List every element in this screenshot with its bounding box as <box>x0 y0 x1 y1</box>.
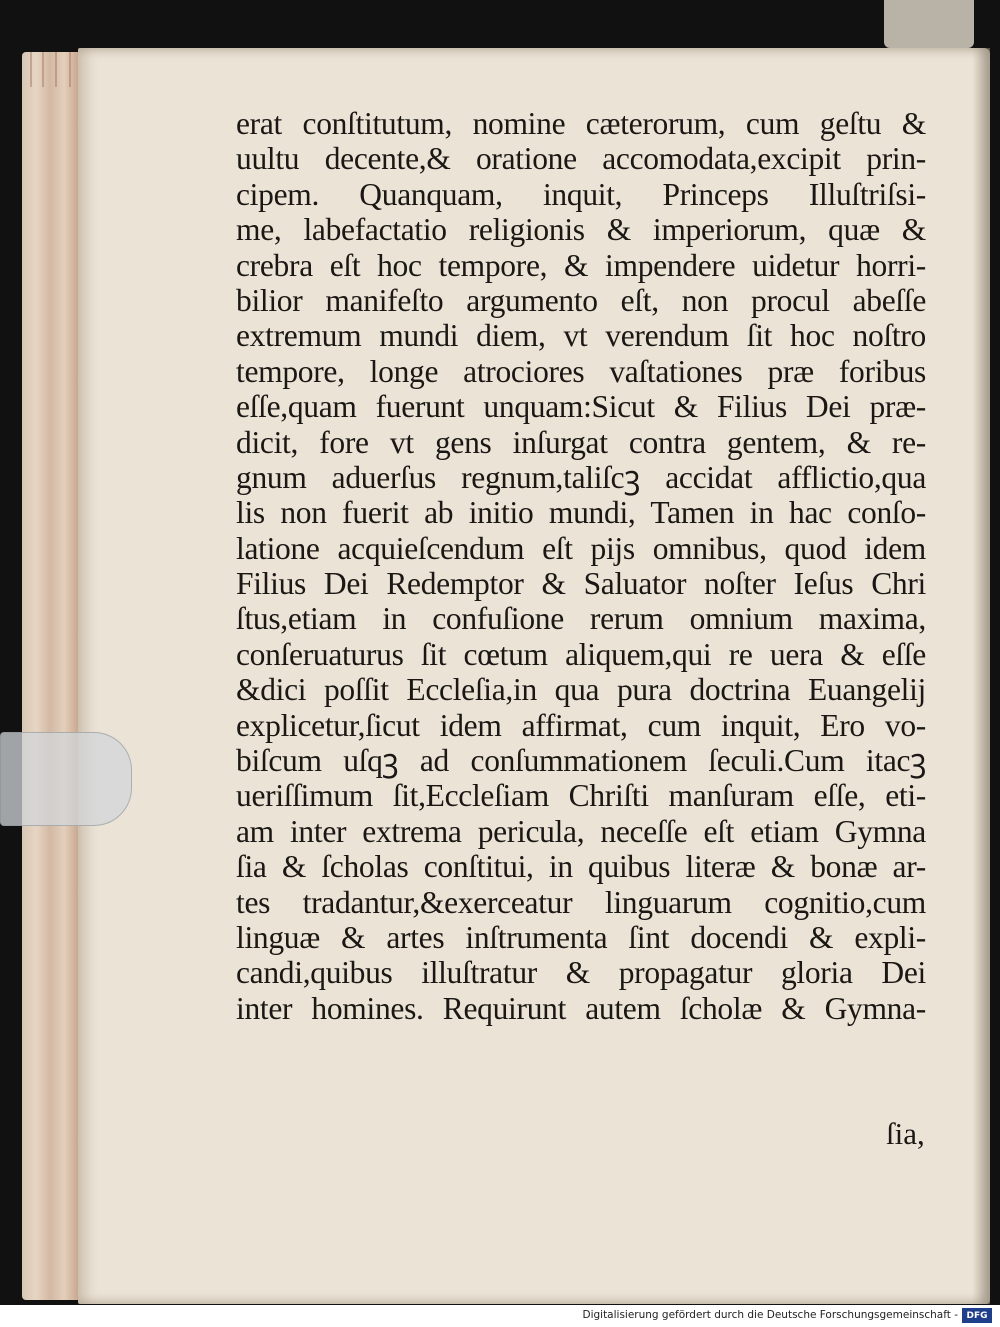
text-line: me, labefactatio religionis & imperiorum, quæ & <box>236 212 926 248</box>
text-line: eſſe,quam fuerunt unquam:Sicut & Filius Dei præ- <box>236 389 926 425</box>
text-line: uultu decente,& oratione accomodata,excipit prin- <box>236 141 926 177</box>
text-line: linguæ & artes inſtrumenta ſint docendi & expli- <box>236 919 926 955</box>
text-line: inter homines. Requirunt autem ſcholæ & Gymna- <box>236 990 926 1026</box>
text-line: am inter extrema pericula, neceſſe eſt etiam Gymna <box>236 813 926 849</box>
text-line: ſtus,etiam in confuſione rerum omnium maxima, <box>236 601 926 637</box>
funding-credit: Digitalisierung gefördert durch die Deutsche Forschungsgemeinschaft - <box>582 1309 958 1321</box>
text-line: conſeruaturus ſit cœtum aliquem,qui re uera & eſſe <box>236 636 926 672</box>
dfg-logo: DFG <box>962 1308 992 1323</box>
text-line: dicit, fore vt gens inſurgat contra gentem, & re- <box>236 424 926 460</box>
text-line: extremum mundi diem, vt verendum ſit hoc noſtro <box>236 318 926 354</box>
text-line: tempore, longe atrociores vaſtationes præ foribus <box>236 353 926 389</box>
page-clip <box>884 0 974 48</box>
text-line: latione acquieſcendum eſt pijs omnibus, quod idem <box>236 530 926 566</box>
text-line: Filius Dei Redemptor & Saluator noſter Ieſus Chri <box>236 566 926 602</box>
catchword: ſia, <box>886 1116 925 1151</box>
text-line: explicetur,ſicut idem affirmat, cum inquit, Ero vo- <box>236 707 926 743</box>
text-line: candi,quibus illuſtratur & propagatur gloria Dei <box>236 955 926 991</box>
text-line: ueriſſimum ſit,Eccleſiam Chriſti manſuram eſſe, eti- <box>236 778 926 814</box>
text-line: tes tradantur,&exerceatur linguarum cognitio,cum <box>236 884 926 920</box>
text-line: ſia & ſcholas conſtitui, in quibus literæ & bonæ ar- <box>236 849 926 885</box>
text-line: &dici poſſit Eccleſia,in qua pura doctrina Euangelij <box>236 672 926 708</box>
archival-tape <box>0 732 132 826</box>
page-text <box>236 106 926 1026</box>
footer-bar <box>0 1305 1000 1327</box>
text-line: biſcum uſqꝫ ad conſummationem ſeculi.Cum itacꝫ <box>236 743 926 779</box>
text-line: cipem. Quanquam, inquit, Princeps Illuſtriſsi- <box>236 176 926 212</box>
text-line: bilior manifeſto argumento eſt, non procul abeſſe <box>236 282 926 318</box>
text-line: lis non fuerit ab initio mundi, Tamen in hac conſo- <box>236 495 926 531</box>
text-line: erat conſtitutum, nomine cæterorum, cum geſtu & <box>236 106 926 141</box>
text-line: gnum aduerſus regnum,taliſcꝫ accidat afflictio,qua <box>236 459 926 495</box>
text-line: crebra eſt hoc tempore, & impendere uidetur horri- <box>236 247 926 283</box>
